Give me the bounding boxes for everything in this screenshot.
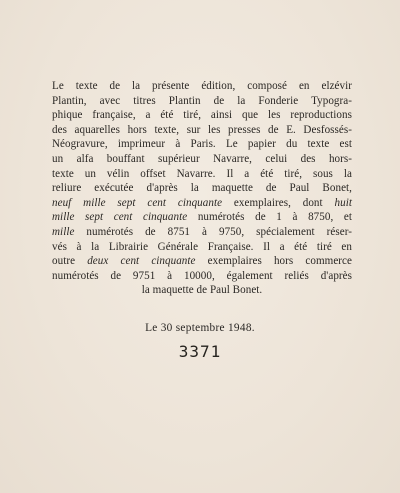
copy-number: 3371 <box>178 342 222 361</box>
colophon-line <box>52 210 352 225</box>
body-text: numérotés de 8751 à 9750, spécialement réser- <box>74 225 352 238</box>
body-text: un alfa bouffant supérieur Navarre, celui des hors- <box>52 152 352 165</box>
colophon-line <box>52 196 352 211</box>
body-text: reliure exécutée d'après la maquette de Paul Bonet, <box>52 182 352 195</box>
print-date: Le 30 septembre 1948. <box>145 322 255 334</box>
body-text: phique française, a été tiré, ainsi que les reproductions <box>52 109 352 122</box>
italic-text: neuf mille sept cent cinquante <box>52 196 223 209</box>
colophon-line <box>52 181 352 196</box>
colophon-line <box>52 94 352 109</box>
colophon-line <box>52 240 352 255</box>
body-text: outre <box>52 255 88 268</box>
italic-text: mille sept cent cinquante <box>52 211 188 224</box>
body-text: texte un vélin offset Navarre. Il a été tiré, sous la <box>52 167 352 180</box>
colophon-line <box>52 152 352 167</box>
colophon-line <box>52 137 352 152</box>
colophon-line <box>52 283 352 298</box>
colophon-line <box>52 108 352 123</box>
body-text: la maquette de Paul Bonet. <box>141 284 263 297</box>
body-text: exemplaires, dont <box>222 196 335 209</box>
colophon-line <box>52 254 352 269</box>
body-text: numérotés de 9751 à 10000, également reliés d'après <box>52 269 352 282</box>
italic-text: deux cent cinquante <box>87 255 196 268</box>
body-text: des aquarelles hors texte, sur les presses de E. Desfossés- <box>52 123 352 136</box>
colophon-line <box>52 269 352 284</box>
body-text: Le texte de la présente édition, composé en elzévir <box>52 80 352 92</box>
body-text: exemplaires hors commerce <box>195 255 352 268</box>
colophon-line <box>52 225 352 240</box>
body-text: numérotés de 1 à 8750, et <box>187 211 352 224</box>
body-text: Plantin, avec titres Plantin de la Fonderie Typogra- <box>52 94 352 107</box>
colophon-text <box>52 79 352 298</box>
colophon-line <box>52 123 352 138</box>
colophon-line <box>52 167 352 182</box>
italic-text: huit <box>334 196 352 209</box>
body-text: Néogravure, imprimeur à Paris. Le papier du texte est <box>52 138 352 151</box>
colophon-line <box>52 79 352 94</box>
italic-text: mille <box>52 225 75 238</box>
body-text: vés à la Librairie Générale Française. Il a été tiré en <box>52 240 352 253</box>
